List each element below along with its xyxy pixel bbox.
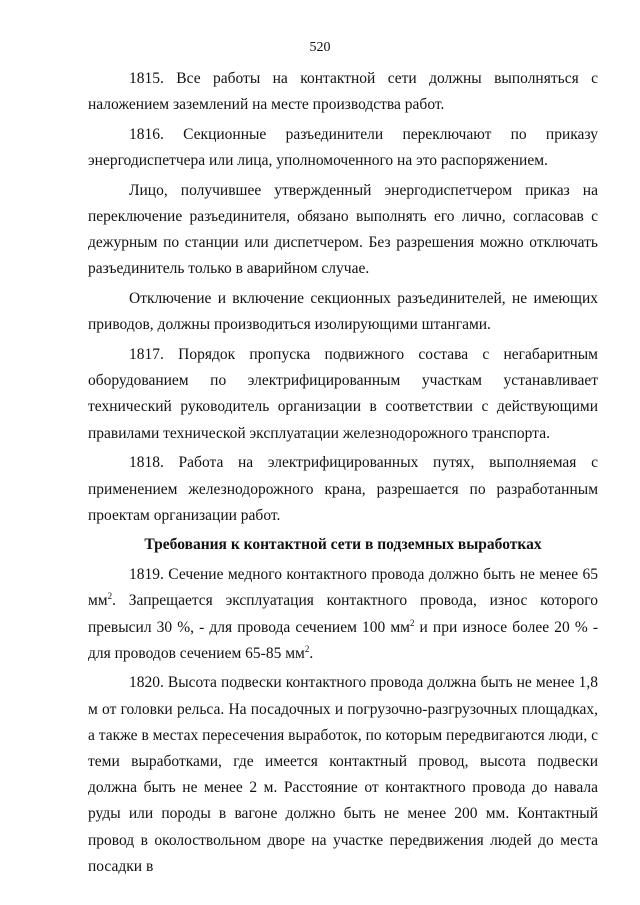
paragraph-1815: 1815. Все работы на контактной сети должны выполняться с наложением заземлений на месте производства работ. [88,70,598,114]
page-number: 520 [309,40,331,55]
paragraph-1817: 1817. Порядок пропуска подвижного состава с негабаритным оборудованием по электрифицированным участкам устанавливает технический руководитель организации в соответствии с действующими правилами технической эксплуатации железнодорожного транспорта. [88,346,598,442]
superscript-2: 2 [107,591,113,602]
section-heading: Требования к контактной сети в подземных выработках [144,536,542,554]
superscript-2: 2 [304,643,310,654]
superscript-2: 2 [409,617,415,628]
paragraph-1816-rods: Отключение и включение секционных разъединителей, не имеющих приводов, должны производиться изолирующими штангами. [88,290,598,334]
paragraph-1816-person: Лицо, получившее утвержденный энергодиспетчером приказ на переключение разъединителя, обязано выполнять его лично, согласовав с дежурным по станции или диспетчером. Без разрешения можно отключать разъединитель только в аварийном случае. [88,181,598,278]
paragraph-1819-part-d: . [309,644,314,662]
paragraph-1819-part-c: и при износе более 20 % - для проводов сечением 65-85 мм [88,618,598,662]
paragraph-1819-part-a: 1819. Сечение медного контактного провода должно быть не менее 65 мм [88,566,598,610]
paragraph-1819-part-b: . Запрещается эксплуатация контактного провода, износ которого превысил 30 %, - для провода сечением 100 мм [88,592,598,636]
paragraph-1818: 1818. Работа на электрифицированных путях, выполняемая с применением железнодорожного крана, разрешается по разработанным проектам организации работ. [88,454,598,524]
paragraph-1820: 1820. Высота подвески контактного провода должна быть не менее 1,8 м от головки рельса. На посадочных и погрузочно-разгрузочных площадках, а также в местах пересечения выработок, по которым передвигаются люди, с теми выработками, где имеется контактный провод, высота подвески должна быть не менее 2 м. Расстояние от контактного провода до навала руды или породы в вагоне должно быть не менее 200 мм. Контактный провод в околоствольном дворе на участке передвижения людей до места посадки в [88,674,598,875]
document-body [88,66,598,884]
paragraph-1819 [88,562,598,667]
paragraph-1816: 1816. Секционные разъединители переключают по приказу энергодиспетчера или лица, уполномоченного на это распоряжением. [88,125,598,170]
